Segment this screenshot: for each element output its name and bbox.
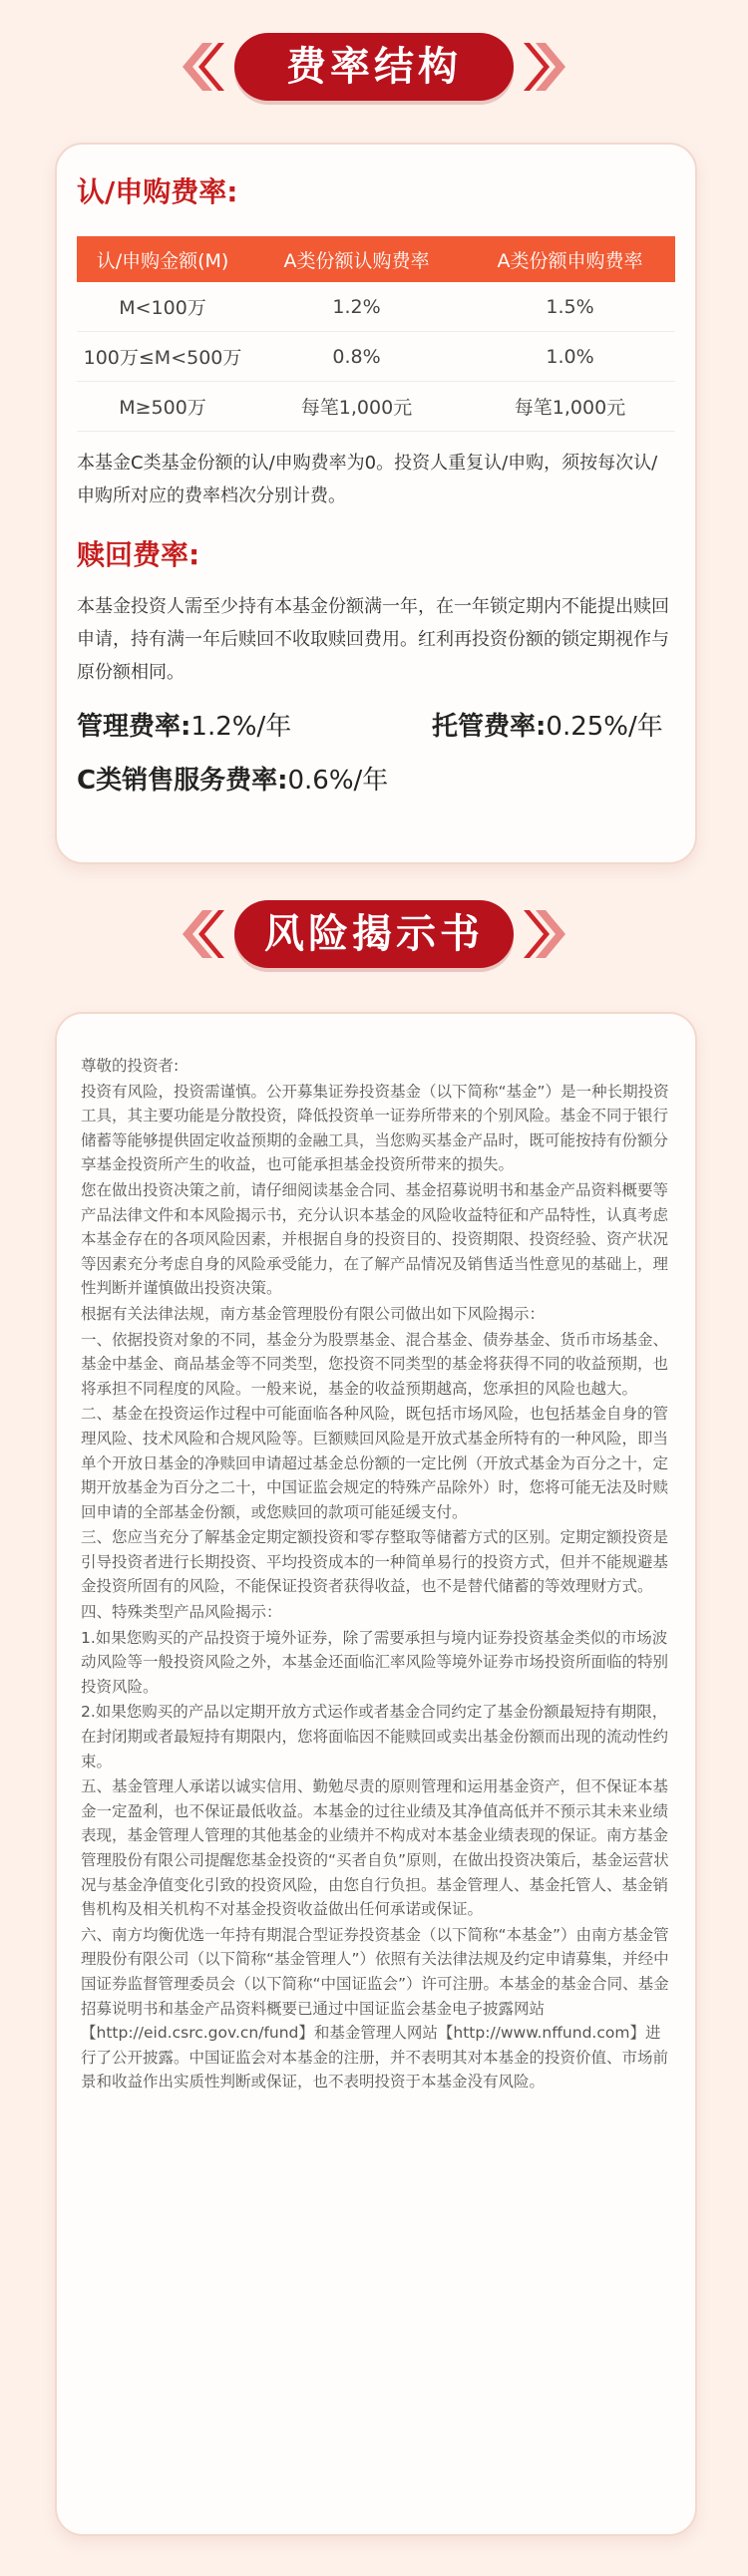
sales-service-fee bbox=[77, 760, 388, 797]
table-row bbox=[77, 332, 675, 382]
table-row bbox=[77, 382, 675, 432]
table-cell: 每笔1,000元 bbox=[465, 382, 675, 432]
fee-table-header: 认/申购金额(M) bbox=[77, 236, 248, 282]
fee-structure-card bbox=[55, 143, 697, 864]
subscription-fee-title: 认/申购费率: bbox=[77, 170, 237, 210]
notice-paragraph: 三、您应当充分了解基金定期定额投资和零存整取等储蓄方式的区别。定期定额投资是引导投资者进行长期投资、平均投资成本的一种简单易行的投资方式，但并不能规避基金投资所固有的风险，不能保证投资者获得收益，也不是替代储蓄的等效理财方式。 bbox=[81, 1528, 669, 1596]
management-fee-label: 管理费率: bbox=[77, 712, 191, 742]
table-cell: 每笔1,000元 bbox=[248, 382, 465, 432]
management-fee-value: 1.2%/年 bbox=[190, 712, 292, 742]
notice-paragraph: 尊敬的投资者: bbox=[81, 1057, 180, 1075]
notice-paragraph: 2.如果您购买的产品以定期开放方式运作或者基金合同约定了基金份额最短持有期限，在封闭期或者最短持有期限内，您将面临因不能赎回或卖出基金份额而出现的流动性约束。 bbox=[81, 1703, 669, 1771]
risk-disclosure-card bbox=[55, 1012, 697, 2536]
management-fee bbox=[77, 706, 291, 743]
notice-paragraph: 一、依据投资对象的不同，基金分为股票基金、混合基金、债券基金、货币市场基金、基金中基金、商品基金等不同类型，您投资不同类型的基金将获得不同的收益预期，也将承担不同程度的风险。一般来说，基金的收益预期越高，您承担的风险也越大。 bbox=[81, 1330, 669, 1398]
table-cell: 1.2% bbox=[248, 282, 465, 332]
fee-table-header-row bbox=[77, 236, 675, 282]
notice-paragraph: 1.如果您购买的产品投资于境外证券，除了需要承担与境内证券投资基金类似的市场波动风险等一般投资风险之外，本基金还面临汇率风险等境外证券市场投资所面临的特别投资风险。 bbox=[81, 1628, 669, 1696]
table-cell: 1.0% bbox=[465, 332, 675, 382]
c-class-note: 本基金C类基金份额的认/申购费率为0。投资人重复认/申购，须按每次认/申购所对应的费率档次分别计费。 bbox=[77, 453, 658, 506]
table-row bbox=[77, 282, 675, 332]
chevron-right-icon bbox=[524, 906, 573, 962]
fee-table-header: A类份额认购费率 bbox=[248, 236, 465, 282]
table-cell: 100万≤M<500万 bbox=[77, 332, 248, 382]
table-cell: 1.5% bbox=[465, 282, 675, 332]
notice-paragraph: 六、南方均衡优选一年持有期混合型证券投资基金（以下简称“本基金”）由南方基金管理股份有限公司（以下简称“基金管理人”）依照有关法律法规及约定申请募集，并经中国证券监督管理委员会（以下简称“中国证监会”）许可注册。本基金的基金合同、基金招募说明书和基金产品资料概要已通过中国证监会基金电子披露网站【http://eid.csrc.gov.cn/fund】和基金管理人网站【http://www.nffund.com】进行了公开披露。中国证监会对本基金的注册，并不表明其对本基金的投资价值、市场前景和收益作出实质性判断或保证，也不表明投资于本基金没有风险。 bbox=[81, 1925, 669, 2092]
chevron-left-icon bbox=[175, 906, 224, 962]
fee-structure-title: 费率结构 bbox=[286, 44, 462, 90]
risk-disclosure-body bbox=[81, 1054, 671, 2095]
table-cell: 0.8% bbox=[248, 332, 465, 382]
sales-service-fee-label: C类销售服务费率: bbox=[77, 766, 288, 796]
redemption-fee-title: 赎回费率: bbox=[77, 533, 199, 573]
custody-fee-value: 0.25%/年 bbox=[546, 712, 663, 742]
notice-paragraph: 根据有关法律法规，南方基金管理股份有限公司做出如下风险揭示： bbox=[81, 1304, 546, 1323]
notice-paragraph: 投资有风险，投资需谨慎。公开募集证券投资基金（以下简称“基金”）是一种长期投资工具，其主要功能是分散投资，降低投资单一证券所带来的个别风险。基金不同于银行储蓄等能够提供固定收益预期的金融工具，当您购买基金产品时，既可能按持有份额分享基金投资所产生的收益，也可能承担基金投资所带来的损失。 bbox=[81, 1082, 669, 1174]
notice-paragraph: 您在做出投资决策之前，请仔细阅读基金合同、基金招募说明书和基金产品资料概要等产品法律文件和本风险揭示书，充分认识本基金的风险收益特征和产品特性，认真考虑本基金存在的各项风险因素，并根据自身的投资目的、投资期限、投资经验、资产状况等因素充分考虑自身的风险承受能力，在了解产品情况及销售适当性意见的基础上，理性判断并谨慎做出投资决策。 bbox=[81, 1180, 669, 1298]
table-cell: M≥500万 bbox=[77, 382, 248, 432]
fee-structure-ribbon bbox=[234, 33, 514, 101]
notice-paragraph: 五、基金管理人承诺以诚实信用、勤勉尽责的原则管理和运用基金资产，但不保证本基金一定盈利，也不保证最低收益。本基金的过往业绩及其净值高低并不预示其未来业绩表现，基金管理人管理的其他基金的业绩并不构成对本基金业绩表现的保证。南方基金管理股份有限公司提醒您基金投资的“买者自负”原则，在做出投资决策后，基金运营状况与基金净值变化引致的投资风险，由您自行负担。基金管理人、基金托管人、基金销售机构及相关机构不对基金投资收益做出任何承诺或保证。 bbox=[81, 1777, 669, 1919]
notice-paragraph: 四、特殊类型产品风险揭示： bbox=[81, 1603, 282, 1622]
risk-disclosure-header bbox=[0, 892, 748, 982]
sales-service-fee-value: 0.6%/年 bbox=[287, 766, 389, 796]
redemption-text: 本基金投资人需至少持有本基金份额满一年，在一年锁定期内不能提出赎回申请，持有满一年后赎回不收取赎回费用。红利再投资份额的锁定期视作与原份额相同。 bbox=[77, 596, 669, 683]
table-cell: M<100万 bbox=[77, 282, 248, 332]
fee-table-header: A类份额申购费率 bbox=[465, 236, 675, 282]
chevron-right-icon bbox=[524, 39, 573, 95]
custody-fee-label: 托管费率: bbox=[432, 712, 547, 742]
fee-structure-header bbox=[0, 25, 748, 115]
fee-table bbox=[77, 236, 675, 432]
notice-paragraph: 二、基金在投资运作过程中可能面临各种风险，既包括市场风险，也包括基金自身的管理风险、技术风险和合规风险等。巨额赎回风险是开放式基金所特有的一种风险，即当单个开放日基金的净赎回申请超过基金总份额的一定比例（开放式基金为百分之十，定期开放基金为百分之二十，中国证监会规定的特殊产品除外）时，您将可能无法及时赎回申请的全部基金份额，或您赎回的款项可能延缓支付。 bbox=[81, 1405, 669, 1521]
chevron-left-icon bbox=[175, 39, 224, 95]
risk-disclosure-ribbon bbox=[234, 900, 514, 968]
risk-disclosure-title: 风险揭示书 bbox=[264, 911, 484, 957]
custody-fee bbox=[432, 706, 663, 743]
